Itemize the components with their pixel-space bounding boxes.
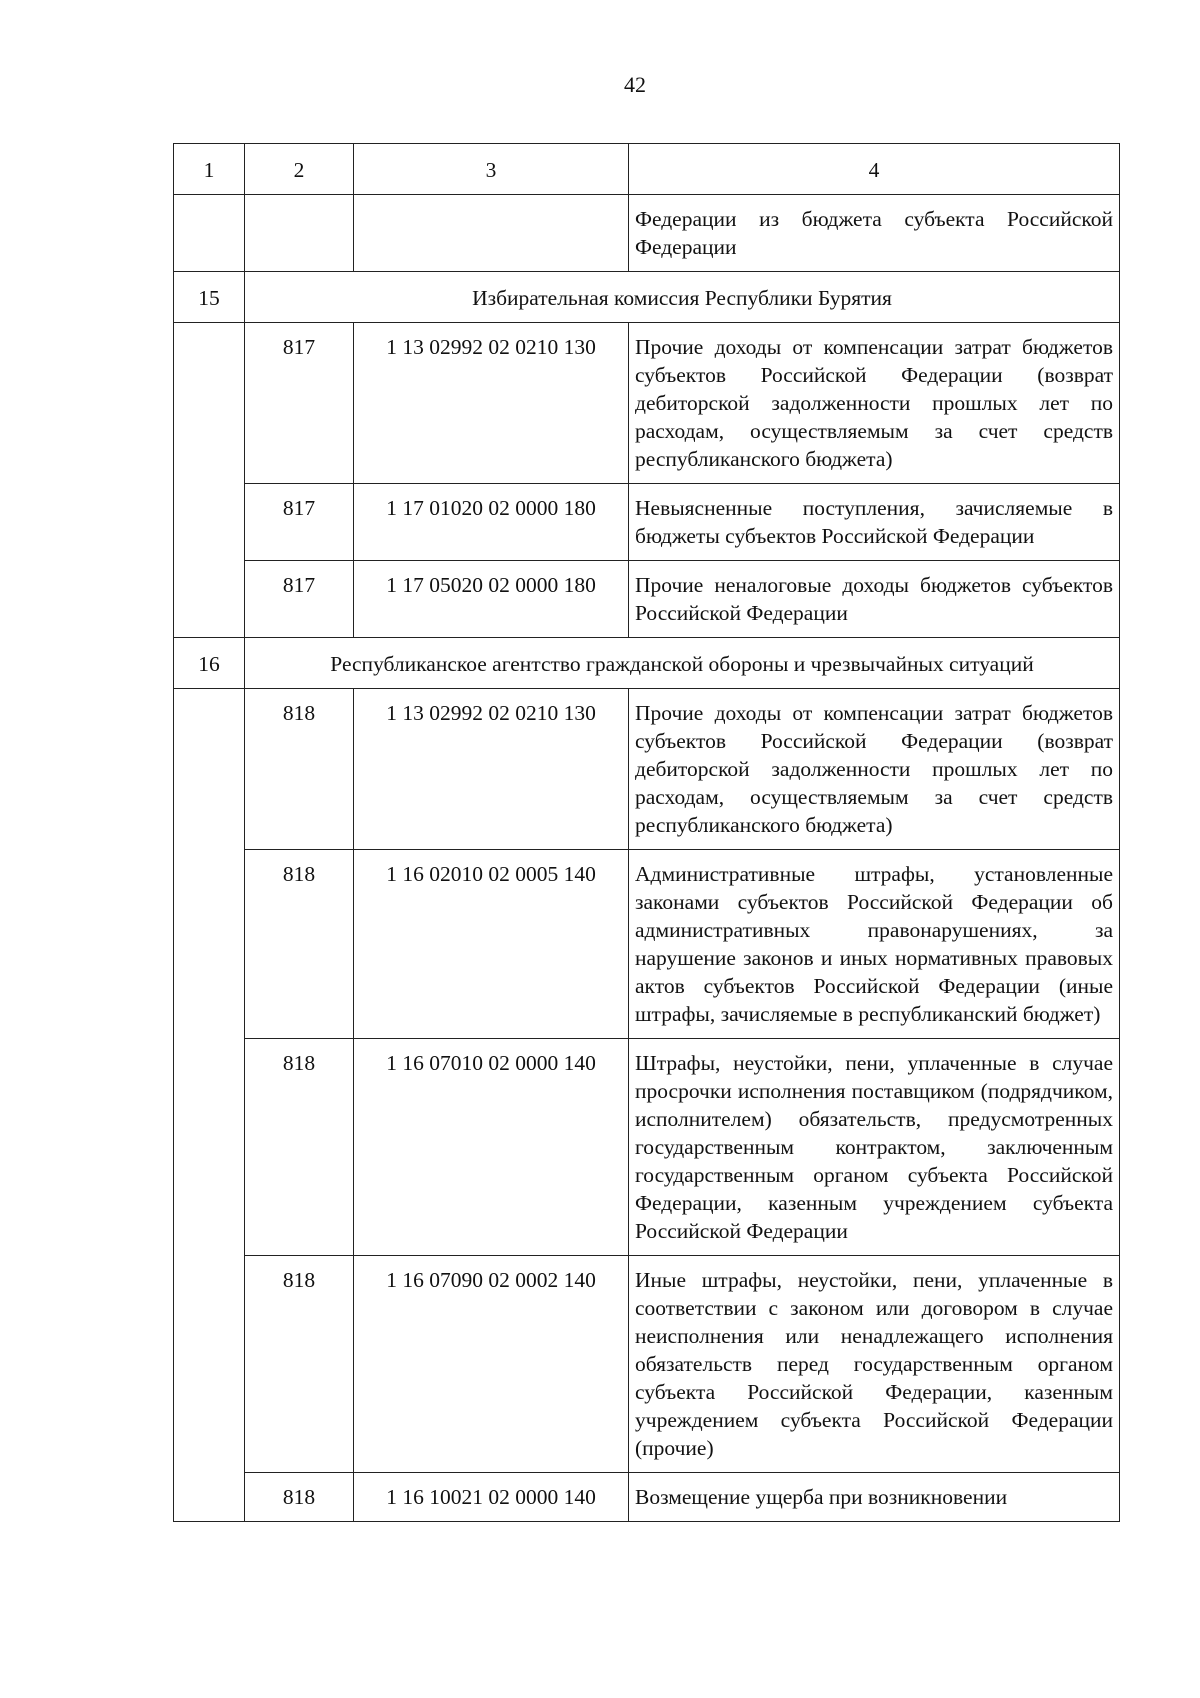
admin-code: 817 bbox=[245, 484, 354, 561]
revenue-description: Иные штрафы, неустойки, пени, уплаченные в соответствии с законом или договором в случае неисполнения или ненадлежащего исполнения обязательств перед государственным органом субъекта Российской Федерации, казенным учреждением субъекта Российской Федерации (прочие) bbox=[629, 1256, 1120, 1473]
merged-blank-cell bbox=[174, 323, 245, 638]
table-row bbox=[174, 561, 1120, 638]
table-row bbox=[174, 689, 1120, 850]
revenue-code: 1 16 07010 02 0000 140 bbox=[354, 1039, 629, 1256]
revenue-description: Прочие доходы от компенсации затрат бюджетов субъектов Российской Федерации (возврат дебиторской задолженности прошлых лет по расходам, осуществляемым за счет средств республиканского бюджета) bbox=[629, 323, 1120, 484]
page-number: 42 bbox=[624, 72, 646, 97]
table-row bbox=[174, 1473, 1120, 1522]
admin-code: 817 bbox=[245, 323, 354, 484]
admin-code: 818 bbox=[245, 689, 354, 850]
revenue-description: Административные штрафы, установленные законами субъектов Российской Федерации об административных правонарушениях, за нарушение законов и иных нормативных правовых актов субъектов Российской Федерации (иные штрафы, зачисляемые в республиканский бюджет) bbox=[629, 850, 1120, 1039]
revenue-code: 1 13 02992 02 0210 130 bbox=[354, 689, 629, 850]
revenue-code: 1 17 05020 02 0000 180 bbox=[354, 561, 629, 638]
table-row bbox=[174, 850, 1120, 1039]
revenue-code: 1 16 07090 02 0002 140 bbox=[354, 1256, 629, 1473]
revenue-code: 1 16 02010 02 0005 140 bbox=[354, 850, 629, 1039]
revenue-description: Прочие доходы от компенсации затрат бюджетов субъектов Российской Федерации (возврат дебиторской задолженности прошлых лет по расходам, осуществляемым за счет средств республиканского бюджета) bbox=[629, 689, 1120, 850]
continuation-row bbox=[174, 195, 1120, 272]
revenue-description: Возмещение ущерба при возникновении bbox=[629, 1473, 1120, 1522]
admin-code: 818 bbox=[245, 1039, 354, 1256]
empty-cell bbox=[245, 195, 354, 272]
revenue-description: Невыясненные поступления, зачисляемые в бюджеты субъектов Российской Федерации bbox=[629, 484, 1120, 561]
empty-cell bbox=[174, 195, 245, 272]
revenue-code: 1 13 02992 02 0210 130 bbox=[354, 323, 629, 484]
merged-blank-cell bbox=[174, 689, 245, 1522]
revenue-description: Прочие неналоговые доходы бюджетов субъектов Российской Федерации bbox=[629, 561, 1120, 638]
section-row-15 bbox=[174, 272, 1120, 323]
revenue-description: Штрафы, неустойки, пени, уплаченные в случае просрочки исполнения поставщиком (подрядчиком, исполнителем) обязательств, предусмотренных государственным контрактом, заключенным государственным органом субъекта Российской Федерации, казенным учреждением субъекта Российской Федерации bbox=[629, 1039, 1120, 1256]
table-row bbox=[174, 1256, 1120, 1473]
revenue-code: 1 16 10021 02 0000 140 bbox=[354, 1473, 629, 1522]
header-cell-4: 4 bbox=[629, 144, 1120, 195]
revenue-administrators-table bbox=[173, 143, 1120, 1522]
header-cell-1: 1 bbox=[174, 144, 245, 195]
empty-cell bbox=[354, 195, 629, 272]
table-row bbox=[174, 484, 1120, 561]
section-title: Республиканское агентство гражданской обороны и чрезвычайных ситуаций bbox=[245, 638, 1120, 689]
admin-code: 818 bbox=[245, 1256, 354, 1473]
admin-code: 817 bbox=[245, 561, 354, 638]
revenue-code: 1 17 01020 02 0000 180 bbox=[354, 484, 629, 561]
table-header-row bbox=[174, 144, 1120, 195]
section-number: 15 bbox=[174, 272, 245, 323]
admin-code: 818 bbox=[245, 1473, 354, 1522]
table-row bbox=[174, 1039, 1120, 1256]
continuation-description: Федерации из бюджета субъекта Российской Федерации bbox=[629, 195, 1120, 272]
header-cell-3: 3 bbox=[354, 144, 629, 195]
table-row bbox=[174, 323, 1120, 484]
admin-code: 818 bbox=[245, 850, 354, 1039]
header-cell-2: 2 bbox=[245, 144, 354, 195]
section-number: 16 bbox=[174, 638, 245, 689]
section-row-16 bbox=[174, 638, 1120, 689]
section-title: Избирательная комиссия Республики Бурятия bbox=[245, 272, 1120, 323]
